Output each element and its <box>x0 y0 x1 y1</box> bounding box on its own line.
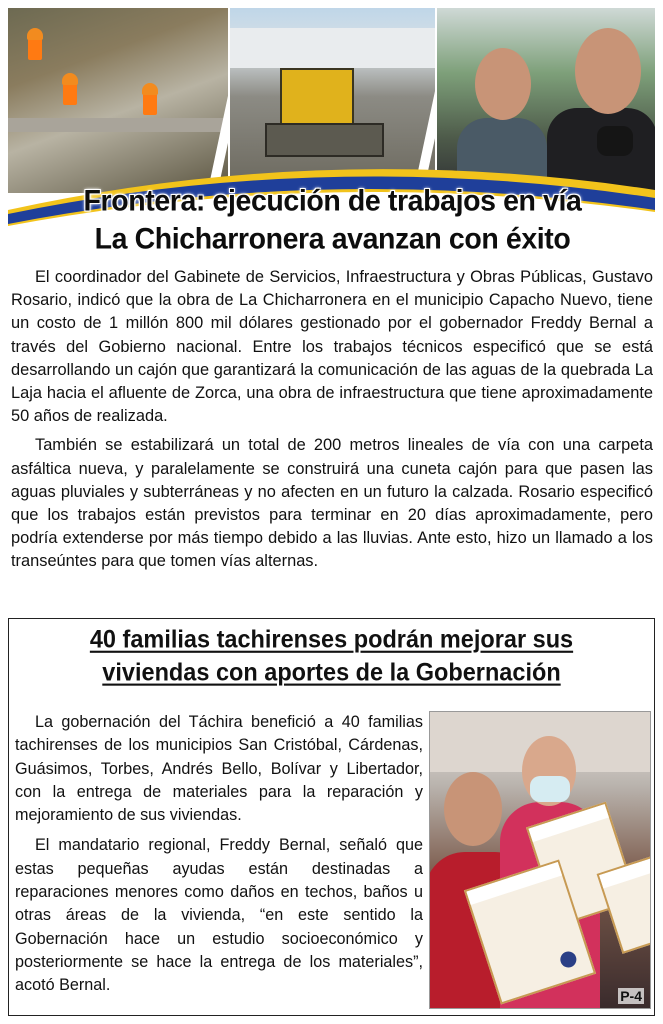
families-certificates-photo <box>429 711 651 1009</box>
woman-red-face <box>444 772 502 846</box>
man-left-face <box>475 48 531 120</box>
seal-icon <box>558 949 578 969</box>
hardhat-icon <box>142 83 158 95</box>
headline-line-2: La Chicharronera avanzan con éxito <box>94 222 571 256</box>
hardhat-icon <box>62 73 78 85</box>
wooden-beam <box>8 118 228 132</box>
page-number: P-4 <box>620 988 642 1004</box>
face-mask <box>530 776 570 802</box>
hardhat-icon <box>27 28 43 40</box>
article-paragraph: La gobernación del Táchira benefició a 40 familias tachirenses de los municipios San Cristóbal, Cárdenas, Guásimos, Torbes, Andrés Bello, Bolívar y Libertador, con la entrega de materiales para la reparación y mejoramiento de sus viviendas. <box>15 713 423 825</box>
worker-figure <box>63 83 77 105</box>
article-paragraph: También se estabilizará un total de 200 metros lineales de vía con una carpeta asfáltica nueva, y paralelamente se construirá una cuneta cajón para que pasen las aguas pluviales y subterráneas y no afecten en un futuro la calzada. Rosario especificó que los trabajos están previstos para terminar en 20 días aproximadamente, pero podría extenderse por más tiempo debido a las lluvias. Ante esto, hizo un llamado a los transeúntes para que tomen vías alternas. <box>11 436 653 571</box>
article-paragraph: El mandatario regional, Freddy Bernal, señaló que estas pequeñas ayudas están destinadas a reparaciones menores como daños en techos, baños u otras áreas de la vivienda, “en este sentido la Gobernación hace un estudio socioeconómico y posteriormente se hace la entrega de los materiales”, acotó Bernal. <box>15 836 423 995</box>
sub-headline-line-1: 40 familias tachirenses podrán mejorar sus <box>89 625 574 653</box>
main-headline <box>10 182 655 258</box>
article-familias-box <box>8 618 655 1016</box>
worker-figure <box>143 93 157 115</box>
front-loader <box>260 48 380 158</box>
worker-figure <box>28 38 42 60</box>
article-paragraph: El coordinador del Gabinete de Servicios, Infraestructura y Obras Públicas, Gustavo Rosario, indicó que la obra de La Chicharronera en el municipio Capacho Nuevo, tiene un costo de 1 millón 800 mil dólares gestionado por el gobernador Freddy Bernal a través del Gobierno nacional. Entre los trabajos técnicos especificó que se está desarrollando un cajón que garantizará la comunicación de las aguas de la quebrada La Laja hacia el afluente de Zorca, una obra de infraestructura que tiene aproximadamente 50 años de realizada. <box>11 268 653 426</box>
sub-headline <box>9 623 654 689</box>
headline-line-1: Frontera: ejecución de trabajos en vía <box>83 184 582 218</box>
article-frontera-body <box>11 266 653 580</box>
sub-headline-line-2: viviendas con aportes de la Gobernación <box>102 658 561 686</box>
man-right-face <box>575 28 641 114</box>
article-familias-body <box>15 711 423 1005</box>
loader-body <box>280 68 354 127</box>
